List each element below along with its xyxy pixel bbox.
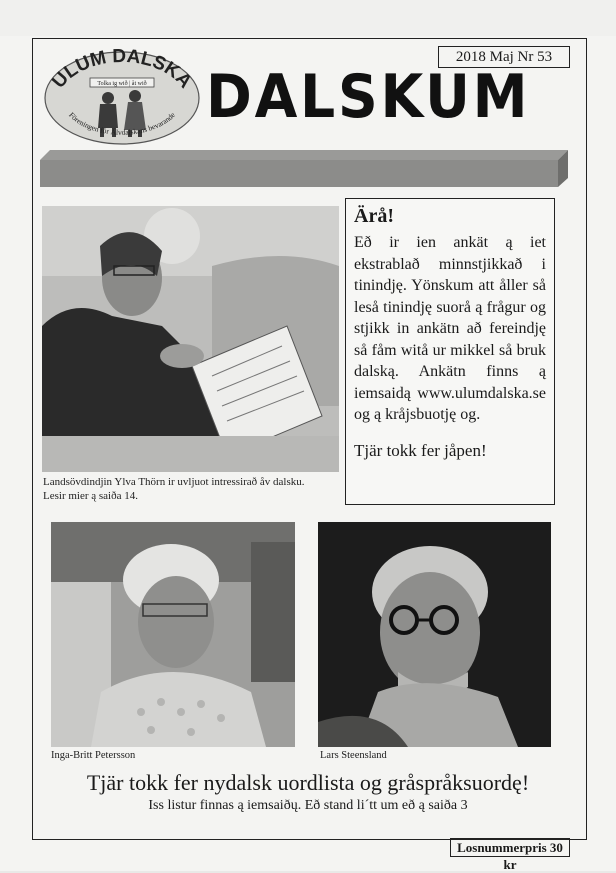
- caption-ylva-line1: Landsövdindjin Ylva Thörn ir uvljuot intressirað åv dalsku.: [43, 476, 305, 488]
- notice-thanks: Tjär tokk fer jåpen!: [354, 440, 487, 460]
- issue-number: 2018 Maj Nr 53: [438, 46, 570, 68]
- footer-subhead: Iss listur finnas ą iemsaiðų. Eð stand li´tt um eð ą saiða 3: [148, 798, 468, 813]
- footer-headline: Tjär tokk fer nydalsk uordlista og gråspråksuordę!: [86, 770, 530, 795]
- caption-lars: Lars Steensland: [320, 750, 387, 761]
- notice-box: [345, 198, 555, 505]
- caption-ylva-line2: Lesir mier ą saiða 14.: [43, 490, 138, 502]
- notice-body: Eð ir ien ankät ą iet ekstrablað minnstjikkað i tinindję. Yönskum att åller så leså tinindję suorå ą frågur og stjikk in ankätn að fereindję så fåm witå ur mikkel så bruk dalską. Ankätn finns ą iemsaidą www.ulumdalska.se og ą kråjsbuotję og.: [354, 234, 546, 423]
- issue-price: Losnummerpris 30 kr: [450, 838, 570, 857]
- header-divider-bar: [40, 150, 568, 188]
- photo-ylva-thorn: [42, 206, 339, 472]
- ulum-dalska-logo: [42, 48, 202, 146]
- previous-page-strip: [0, 0, 616, 36]
- caption-inga-britt: Inga-Britt Petersson: [51, 750, 136, 761]
- masthead-title: DALSKUM: [206, 62, 531, 132]
- logo-name: ULUM DALSKA: [48, 48, 196, 93]
- logo-subtitle: Föreningen för Älvdalskans bevarande: [67, 110, 177, 137]
- notice-title: Ärå!: [354, 205, 394, 227]
- photo-inga-britt: [51, 522, 295, 747]
- photo-lars: [318, 522, 551, 747]
- logo-banner: Tolka ig wið | åt wið: [97, 81, 147, 87]
